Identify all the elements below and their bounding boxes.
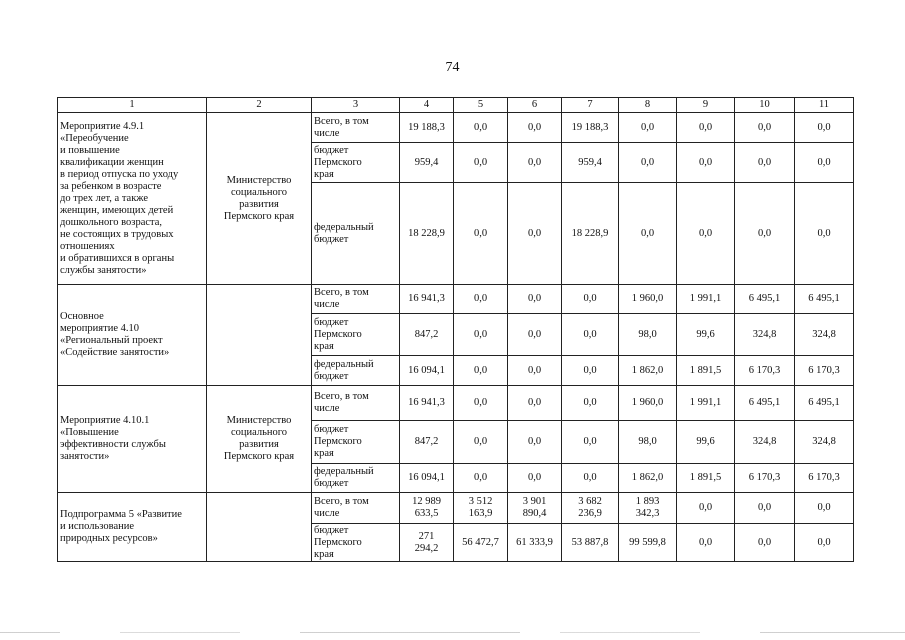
amount-cell: 0,0 <box>619 143 677 183</box>
amount-cell: 99,6 <box>677 421 735 464</box>
amount-cell: 324,8 <box>795 314 854 356</box>
amount-cell: 61 333,9 <box>508 524 562 562</box>
amount-cell: 6 170,3 <box>735 464 795 493</box>
amount-cell: 0,0 <box>508 386 562 421</box>
amount-cell: 959,4 <box>562 143 619 183</box>
header-cell: 7 <box>562 98 619 113</box>
table-row <box>58 386 854 421</box>
amount-cell: 6 170,3 <box>735 356 795 386</box>
amount-cell: 6 495,1 <box>795 285 854 314</box>
amount-cell: 19 188,3 <box>562 113 619 143</box>
amount-cell: 0,0 <box>677 113 735 143</box>
amount-cell: 0,0 <box>795 183 854 285</box>
amount-cell: 0,0 <box>454 183 508 285</box>
amount-cell: 0,0 <box>508 143 562 183</box>
amount-cell: 16 941,3 <box>400 285 454 314</box>
amount-cell: 6 495,1 <box>735 285 795 314</box>
header-cell: 11 <box>795 98 854 113</box>
amount-cell: 0,0 <box>454 356 508 386</box>
amount-cell: 0,0 <box>677 183 735 285</box>
funding-source-cell: федеральный бюджет <box>312 356 400 386</box>
amount-cell: 6 495,1 <box>735 386 795 421</box>
amount-cell: 0,0 <box>795 524 854 562</box>
amount-cell: 0,0 <box>454 464 508 493</box>
amount-cell: 12 989 633,5 <box>400 493 454 524</box>
amount-cell: 0,0 <box>454 421 508 464</box>
amount-cell: 0,0 <box>454 113 508 143</box>
amount-cell: 1 960,0 <box>619 386 677 421</box>
scan-artifact-line <box>0 632 905 633</box>
amount-cell: 0,0 <box>735 493 795 524</box>
amount-cell: 1 893 342,3 <box>619 493 677 524</box>
amount-cell: 0,0 <box>562 386 619 421</box>
amount-cell: 6 170,3 <box>795 464 854 493</box>
measure-name-cell: Основное мероприятие 4.10 «Региональный проект «Содействие занятости» <box>58 285 207 386</box>
funding-source-cell: бюджет Пермского края <box>312 143 400 183</box>
amount-cell: 99,6 <box>677 314 735 356</box>
funding-source-cell: Всего, в том числе <box>312 386 400 421</box>
amount-cell: 18 228,9 <box>400 183 454 285</box>
table-row <box>58 113 854 143</box>
amount-cell: 0,0 <box>508 464 562 493</box>
amount-cell: 0,0 <box>562 314 619 356</box>
funding-source-cell: Всего, в том числе <box>312 285 400 314</box>
amount-cell: 0,0 <box>562 464 619 493</box>
header-cell: 2 <box>207 98 312 113</box>
amount-cell: 0,0 <box>508 183 562 285</box>
amount-cell: 0,0 <box>454 285 508 314</box>
amount-cell: 0,0 <box>677 524 735 562</box>
funding-source-cell: бюджет Пермского края <box>312 421 400 464</box>
amount-cell: 0,0 <box>562 421 619 464</box>
amount-cell: 0,0 <box>735 524 795 562</box>
budget-table <box>57 97 854 562</box>
amount-cell: 98,0 <box>619 314 677 356</box>
amount-cell: 847,2 <box>400 421 454 464</box>
amount-cell: 6 170,3 <box>795 356 854 386</box>
amount-cell: 1 862,0 <box>619 464 677 493</box>
amount-cell: 0,0 <box>562 285 619 314</box>
amount-cell: 99 599,8 <box>619 524 677 562</box>
amount-cell: 1 960,0 <box>619 285 677 314</box>
amount-cell: 3 682 236,9 <box>562 493 619 524</box>
amount-cell: 0,0 <box>454 386 508 421</box>
amount-cell: 0,0 <box>508 356 562 386</box>
amount-cell: 0,0 <box>508 314 562 356</box>
amount-cell: 3 901 890,4 <box>508 493 562 524</box>
amount-cell: 0,0 <box>508 113 562 143</box>
amount-cell: 0,0 <box>677 143 735 183</box>
measure-name-cell: Мероприятие 4.10.1 «Повышение эффективности службы занятости» <box>58 386 207 493</box>
amount-cell: 271 294,2 <box>400 524 454 562</box>
amount-cell: 6 495,1 <box>795 386 854 421</box>
amount-cell: 1 891,5 <box>677 464 735 493</box>
amount-cell: 0,0 <box>735 143 795 183</box>
amount-cell: 16 094,1 <box>400 464 454 493</box>
amount-cell: 0,0 <box>735 183 795 285</box>
amount-cell: 847,2 <box>400 314 454 356</box>
amount-cell: 16 094,1 <box>400 356 454 386</box>
amount-cell: 0,0 <box>508 285 562 314</box>
header-cell: 3 <box>312 98 400 113</box>
amount-cell: 324,8 <box>795 421 854 464</box>
funding-source-cell: федеральный бюджет <box>312 464 400 493</box>
amount-cell: 18 228,9 <box>562 183 619 285</box>
amount-cell: 3 512 163,9 <box>454 493 508 524</box>
responsible-cell: Министерство социального развития Пермского края <box>207 386 312 493</box>
header-cell: 6 <box>508 98 562 113</box>
amount-cell: 98,0 <box>619 421 677 464</box>
amount-cell: 1 862,0 <box>619 356 677 386</box>
amount-cell: 959,4 <box>400 143 454 183</box>
measure-name-cell: Мероприятие 4.9.1 «Переобучение и повышение квалификации женщин в период отпуска по уходу за ребенком в возрасте до трех лет, а также женщин, имеющих детей дошкольного возраста, не состоящих в трудовых отношениях и обратившихся в органы службы занятости» <box>58 113 207 285</box>
amount-cell: 324,8 <box>735 314 795 356</box>
amount-cell: 19 188,3 <box>400 113 454 143</box>
amount-cell: 56 472,7 <box>454 524 508 562</box>
responsible-cell: Министерство социального развития Пермского края <box>207 113 312 285</box>
header-row <box>58 98 854 113</box>
header-cell: 9 <box>677 98 735 113</box>
amount-cell: 1 991,1 <box>677 386 735 421</box>
table-row <box>58 493 854 524</box>
measure-name-cell: Подпрограмма 5 «Развитие и использование природных ресурсов» <box>58 493 207 562</box>
amount-cell: 0,0 <box>454 314 508 356</box>
amount-cell: 1 991,1 <box>677 285 735 314</box>
funding-source-cell: федеральный бюджет <box>312 183 400 285</box>
header-cell: 10 <box>735 98 795 113</box>
amount-cell: 0,0 <box>454 143 508 183</box>
page-number: 74 <box>445 60 460 75</box>
amount-cell: 0,0 <box>795 113 854 143</box>
amount-cell: 0,0 <box>735 113 795 143</box>
responsible-cell <box>207 493 312 562</box>
amount-cell: 0,0 <box>508 421 562 464</box>
amount-cell: 16 941,3 <box>400 386 454 421</box>
header-cell: 1 <box>58 98 207 113</box>
header-cell: 4 <box>400 98 454 113</box>
amount-cell: 0,0 <box>677 493 735 524</box>
amount-cell: 1 891,5 <box>677 356 735 386</box>
header-cell: 8 <box>619 98 677 113</box>
funding-source-cell: бюджет Пермского края <box>312 524 400 562</box>
amount-cell: 0,0 <box>619 113 677 143</box>
amount-cell: 0,0 <box>562 356 619 386</box>
amount-cell: 0,0 <box>795 143 854 183</box>
amount-cell: 0,0 <box>619 183 677 285</box>
funding-source-cell: Всего, в том числе <box>312 493 400 524</box>
responsible-cell <box>207 285 312 386</box>
table-row <box>58 285 854 314</box>
amount-cell: 53 887,8 <box>562 524 619 562</box>
amount-cell: 324,8 <box>735 421 795 464</box>
amount-cell: 0,0 <box>795 493 854 524</box>
header-cell: 5 <box>454 98 508 113</box>
funding-source-cell: бюджет Пермского края <box>312 314 400 356</box>
funding-source-cell: Всего, в том числе <box>312 113 400 143</box>
